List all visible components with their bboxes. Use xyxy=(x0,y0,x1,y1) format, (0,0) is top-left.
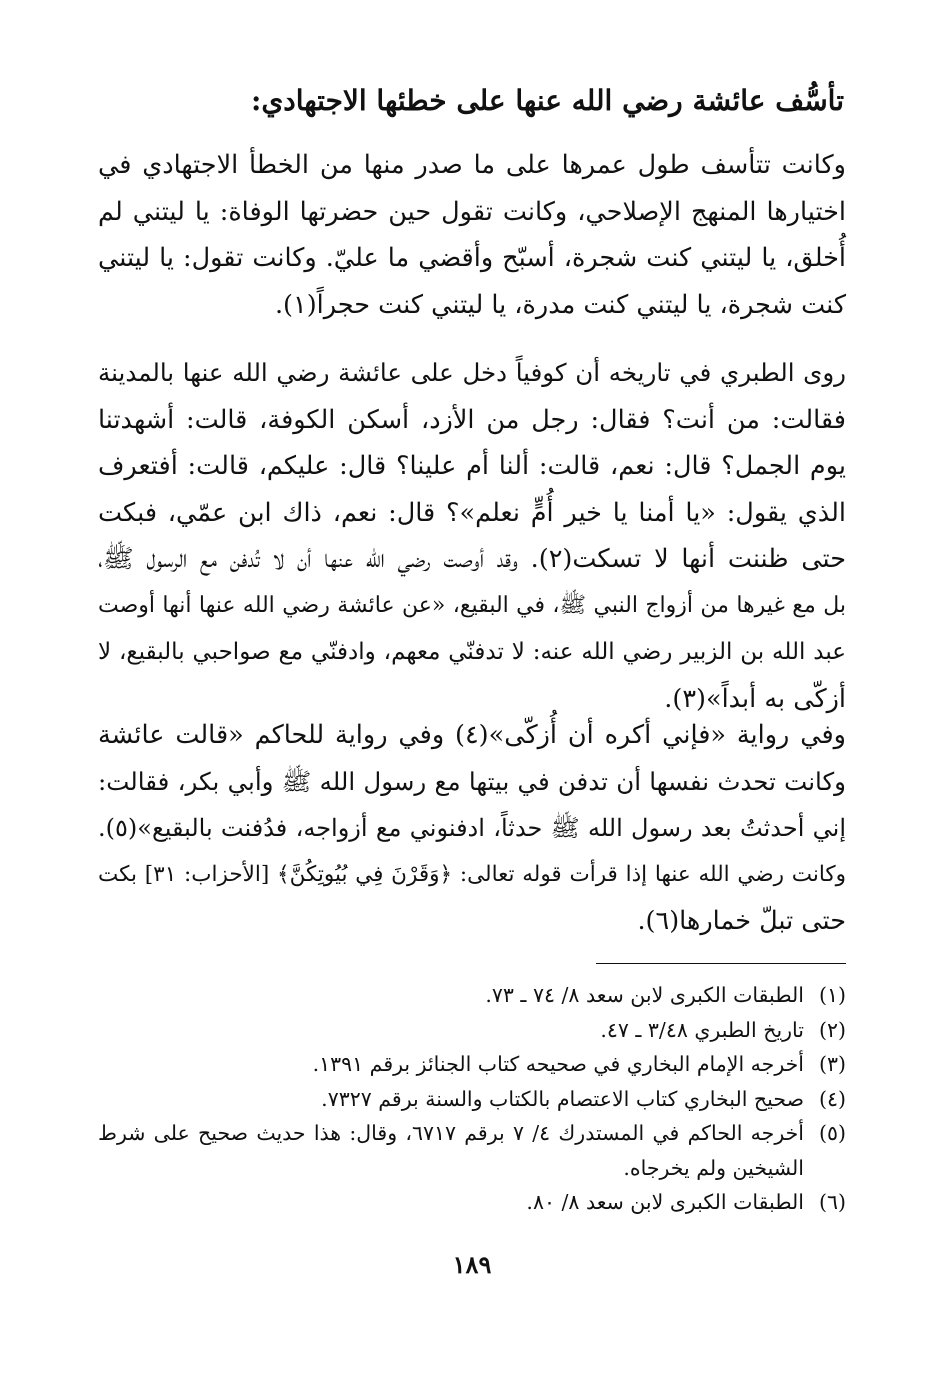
paragraph-3 xyxy=(98,712,846,945)
text-line: إني أحدثتُ بعد رسول الله ﷺ حدثاً، ادفنوني مع أزواجه، فدُفنت بالبقيع»(٥). xyxy=(98,814,846,842)
text-line: كنت شجرة، يا ليتني كنت مدرة، يا ليتني كنت حجراً(١). xyxy=(274,289,846,320)
page-number: ١٨٩ xyxy=(452,1250,492,1279)
footnote-number: (٤) xyxy=(818,1086,846,1111)
footnote-item xyxy=(98,1185,846,1220)
footnote-item xyxy=(98,1082,846,1117)
paragraph-2 xyxy=(98,350,846,722)
footnote-item xyxy=(98,1116,846,1185)
footnote-separator xyxy=(596,963,846,964)
footnote-number: (٢) xyxy=(818,1017,846,1042)
footnote-number: (٣) xyxy=(818,1052,846,1076)
footnote-text: أخرجه الحاكم في المستدرك ٤/ ٧ برقم ٦٧١٧، وقال: هذا حديث صحيح على شرط الشيخين ولم يخرجاه. xyxy=(98,1121,804,1180)
text-line: أُخلق، يا ليتني كنت شجرة، أسبّح وأقضي ما عليّ. وكانت تقول: يا ليتني xyxy=(98,243,846,273)
footnote-text: تاريخ الطبري ٣/٤٨ ـ ٤٧. xyxy=(600,1017,804,1042)
text-line: وفي رواية «فإني أكره أن أُزكّى»(٤) وفي رواية للحاكم «قالت عائشة xyxy=(98,720,846,750)
text-line: وكانت تحدث نفسها أن تدفن في بيتها مع رسول الله ﷺ وأبي بكر، فقالت: xyxy=(98,766,846,796)
text-line: عبد الله بن الزبير رضي الله عنه: لا تدفنّي معهم، وادفنّي مع صواحبي بالبقيع، لا xyxy=(98,639,846,665)
text-line: الذي يقول: «يا أمنا يا خير أُمٍّ نعلم»؟ قال: نعم، ذاك ابن عمّي، فبكت xyxy=(98,497,846,528)
paragraph-1 xyxy=(98,142,846,328)
text-line: حتى تبلّ خمارها(٦). xyxy=(637,906,846,936)
footnote-text: الطبقات الكبرى لابن سعد ٨/ ٧٤ ـ ٧٣. xyxy=(485,983,804,1007)
footnote-number: (٦) xyxy=(818,1190,846,1214)
text-line: روى الطبري في تاريخه أن كوفياً دخل على عائشة رضي الله عنها بالمدينة xyxy=(98,358,846,387)
footnote-text: أخرجه الإمام البخاري في صحيحه كتاب الجنائز برقم ١٣٩١. xyxy=(312,1052,804,1076)
section-heading: تأسُّف عائشة رضي الله عنها على خطئها الاجتهادي: xyxy=(251,84,844,117)
text-line: وكانت رضي الله عنها إذا قرأت قوله تعالى: ﴿وَقَرْنَ فِي بُيُوتِكُنَّ﴾ [الأحزاب: ٣١] بكت xyxy=(98,861,846,887)
text-line: أزكّى به أبداً»(٣). xyxy=(664,683,846,714)
footnote-item xyxy=(98,1047,846,1082)
footnote-number: (٥) xyxy=(818,1121,846,1145)
text-line: حتى ظننت أنها لا تسكت(٢). وقد أوصت رضي الله عنها أن لا تُدفن مع الرسول ﷺ، xyxy=(98,544,846,574)
text-line: يوم الجمل؟ قال: نعم، قالت: ألنا أم علينا؟ قال: عليكم، قالت: أفتعرف xyxy=(98,451,846,481)
text-line: وكانت تتأسف طول عمرها على ما صدر منها من الخطأ الاجتهادي في xyxy=(98,150,846,180)
footnote-text: الطبقات الكبرى لابن سعد ٨/ ٨٠. xyxy=(526,1190,804,1214)
footnote-item xyxy=(98,978,846,1013)
text-line: اختيارها المنهج الإصلاحي، وكانت تقول حين حضرتها الوفاة: يا ليتني لم xyxy=(98,196,846,227)
footnote-text: صحيح البخاري كتاب الاعتصام بالكتاب والسنة برقم ٧٣٢٧. xyxy=(321,1086,804,1111)
text-line: فقالت: من أنت؟ فقال: رجل من الأزد، أسكن الكوفة، قالت: أشهدتنا xyxy=(98,404,846,435)
footnotes xyxy=(98,978,846,1220)
text-line: بل مع غيرها من أزواج النبي ﷺ، في البقيع، «عن عائشة رضي الله عنها أنها أوصت xyxy=(98,592,846,618)
footnote-number: (١) xyxy=(818,983,846,1007)
footnote-item xyxy=(98,1013,846,1048)
